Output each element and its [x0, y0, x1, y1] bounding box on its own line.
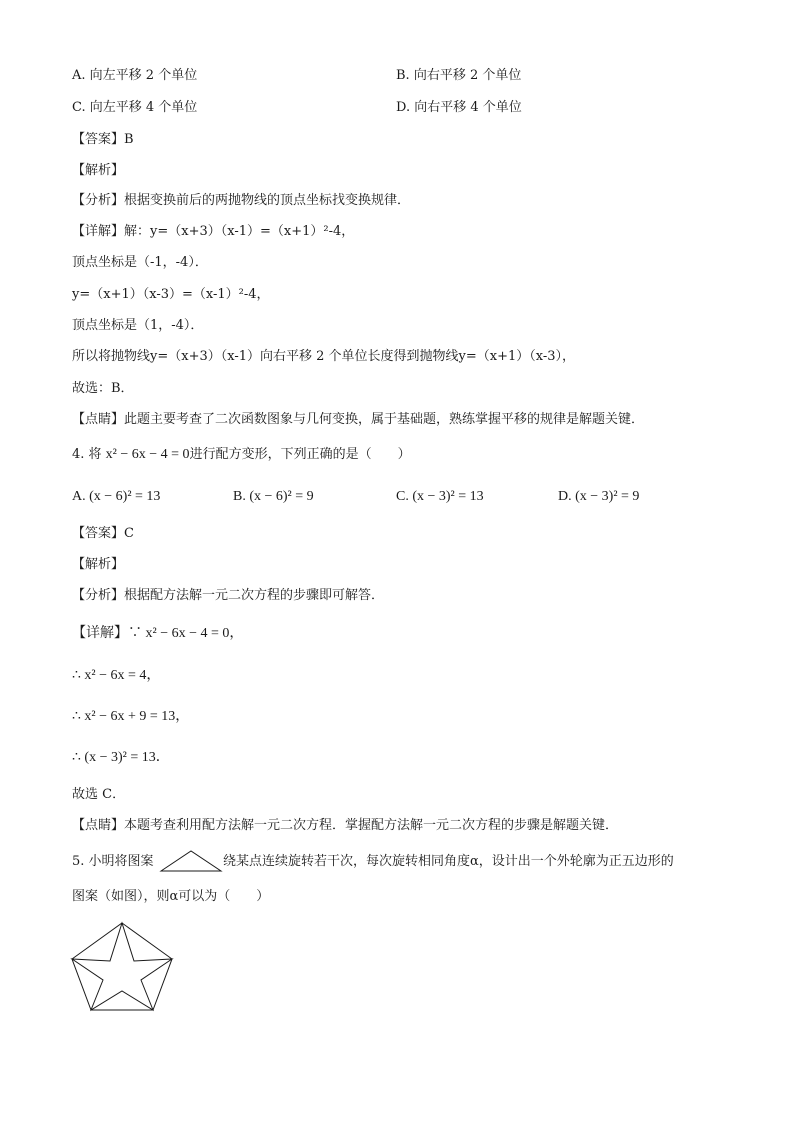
- q5-stem-prefix: 5. 小明将图案: [72, 854, 154, 869]
- q3-detail-line6: 故选：B．: [72, 381, 134, 396]
- q3-detail-line5: 所以将抛物线y=（x+3）（x-1）向右平移 2 个单位长度得到抛物线y=（x+1）（x-3），: [72, 349, 576, 364]
- q3-dianjing: 【点睛】此题主要考查了二次函数图象与几何变换，属于基础题，熟练掌握平移的规律是解题关键．: [72, 412, 645, 427]
- q4-detail-line2: ∴ x² − 6x = 4，: [72, 668, 161, 683]
- q5-stem-line2: 图案（如图），则α可以为（ ）: [72, 889, 270, 904]
- q3-option-d: D. 向右平移 4 个单位: [396, 100, 522, 115]
- q3-option-c: C. 向左平移 4 个单位: [72, 100, 198, 115]
- q4-answer: 【答案】C: [72, 526, 134, 541]
- q4-stem-prefix: 4. 将: [72, 447, 106, 462]
- q4-stem: [72, 445, 411, 465]
- q3-fenxi: 【分析】根据变换前后的两抛物线的顶点坐标找变换规律．: [72, 193, 411, 208]
- q4-detail-line5: 故选 C．: [72, 787, 126, 802]
- q3-option-b: B. 向右平移 2 个单位: [396, 68, 522, 83]
- q4-option-a: A. (x − 6)² = 13: [72, 489, 161, 504]
- q4-option-c: C. (x − 3)² = 13: [396, 489, 484, 504]
- q4-option-d: D. (x − 3)² = 9: [558, 489, 640, 504]
- q3-answer: 【答案】B: [72, 132, 134, 147]
- q3-detail-line3: y=（x+1）（x-3）=（x-1）²-4，: [72, 287, 270, 302]
- q4-dianjing: 【点睛】本题考查利用配方法解一元二次方程．掌握配方法解一元二次方程的步骤是解题关键．: [72, 818, 619, 833]
- q5-stem-suffix: 绕某点连续旋转若干次，每次旋转相同角度α，设计出一个外轮廓为正五边形的: [223, 854, 674, 869]
- q3-detail-line1: 【详解】解：y=（x+3）（x-1）=（x+1）²-4，: [72, 224, 355, 239]
- q4-detail-line1: 【详解】∵ x² − 6x − 4 = 0，: [72, 626, 244, 641]
- q4-fenxi: 【分析】根据配方法解一元二次方程的步骤即可解答．: [72, 588, 385, 603]
- triangle-pattern-figure: [160, 849, 222, 873]
- q4-analysis-heading: 【解析】: [72, 557, 125, 572]
- pentagon-star-figure: [70, 922, 190, 1012]
- q3-detail-line2: 顶点坐标是（-1，-4）．: [72, 255, 208, 270]
- q3-option-a: A. 向左平移 2 个单位: [72, 68, 198, 83]
- q4-stem-equation: x² − 6x − 4 = 0: [105, 447, 190, 462]
- q3-analysis-heading: 【解析】: [72, 163, 125, 178]
- q3-detail-line4: 顶点坐标是（1，-4）．: [72, 318, 204, 333]
- q4-stem-suffix: 进行配方变形，下列正确的是（ ）: [189, 447, 411, 462]
- q4-option-b: B. (x − 6)² = 9: [233, 489, 314, 504]
- q4-detail-line3: ∴ x² − 6x + 9 = 13，: [72, 709, 190, 724]
- q4-detail-line4: ∴ (x − 3)² = 13．: [72, 750, 170, 765]
